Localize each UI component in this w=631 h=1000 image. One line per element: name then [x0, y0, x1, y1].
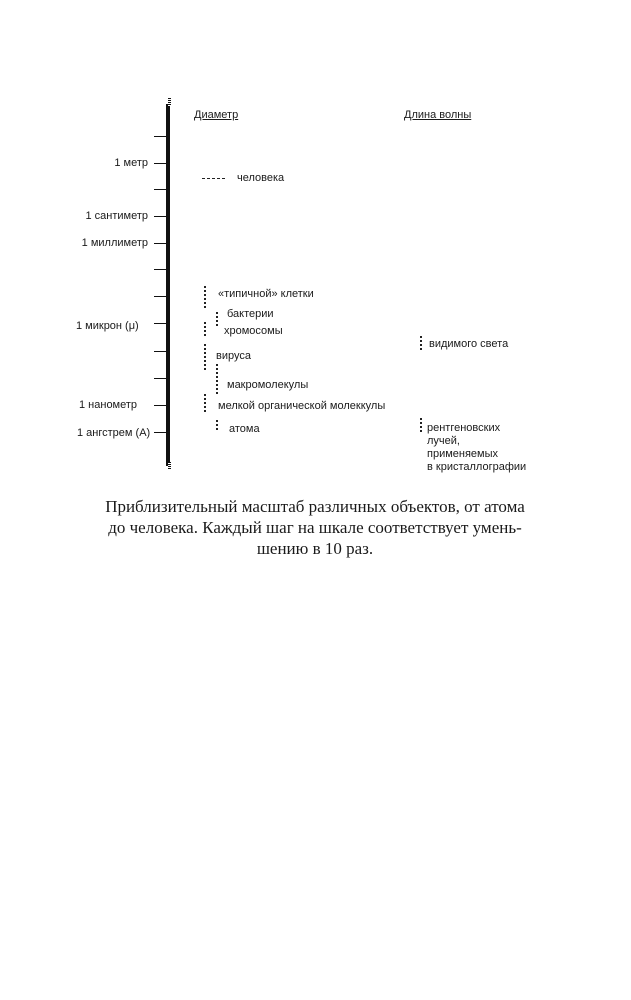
scale-axis-top-hatch — [168, 98, 171, 106]
range-marker-human — [202, 178, 226, 179]
range-marker-visible-light — [420, 336, 422, 352]
scale-tick — [154, 269, 166, 270]
scale-label-nanometer: 1 нанометр — [79, 399, 138, 411]
scale-tick-nanometer — [154, 405, 166, 406]
scale-tick-meter — [154, 163, 166, 164]
diameter-label-atom: атома — [229, 423, 260, 435]
diameter-label-cell: «типичной» клетки — [218, 288, 314, 300]
diameter-header: Диаметр — [194, 109, 239, 121]
range-marker-macromolecules — [216, 364, 218, 396]
scale-tick-millimeter — [154, 243, 166, 244]
range-marker-xray — [420, 418, 422, 432]
diameter-label-human: человека — [237, 172, 285, 184]
range-marker-bacteria — [216, 312, 218, 326]
scale-tick — [154, 189, 166, 190]
diameter-label-chromosomes: хромосомы — [224, 325, 283, 337]
figure-caption — [70, 496, 560, 559]
scale-label-meter: 1 метр — [114, 157, 148, 169]
wavelength-label-xray-line4: в кристаллографии — [427, 461, 527, 473]
scale-label-centimeter: 1 сантиметр — [85, 210, 148, 222]
scale-tick — [154, 136, 166, 137]
range-marker-atom — [216, 420, 218, 432]
scale-axis — [166, 104, 170, 466]
range-marker-organic-molecule — [204, 394, 206, 414]
caption-line-3: шению в 10 раз. — [256, 539, 374, 558]
diameter-label-bacteria: бактерии — [227, 308, 274, 320]
caption-line-1: Приблизительный масштаб различных объектов, от атома — [105, 497, 525, 516]
range-marker-cell — [204, 286, 206, 308]
scale-tick — [154, 351, 166, 352]
scale-tick — [154, 378, 166, 379]
scale-label-micron: 1 микрон (μ) — [76, 320, 139, 332]
scale-tick — [154, 296, 166, 297]
scale-tick-micron — [154, 323, 166, 324]
wavelength-label-xray-line1: рентгеновских — [427, 422, 501, 434]
scale-tick-centimeter — [154, 216, 166, 217]
caption-line-2: до человека. Каждый шаг на шкале соответствует умень- — [108, 518, 522, 537]
scale-label-angstrom: 1 ангстрем (А) — [77, 427, 151, 439]
diameter-label-macromolecules: макромолекулы — [227, 379, 309, 391]
range-marker-chromosomes — [204, 322, 206, 336]
diameter-label-organic-molecule: мелкой органической молеккулы — [218, 400, 386, 412]
wavelength-label-xray-line2: лучей, — [427, 435, 460, 447]
scale-tick-angstrom — [154, 432, 166, 433]
scale-axis-bottom-hatch — [168, 462, 171, 470]
diameter-label-virus: вируса — [216, 350, 251, 362]
wavelength-label-xray-line3: применяемых — [427, 448, 499, 460]
scale-label-millimeter: 1 миллиметр — [81, 237, 148, 249]
range-marker-virus — [204, 344, 206, 372]
wavelength-label-visible-light: видимого света — [429, 338, 509, 350]
wavelength-header: Длина волны — [404, 109, 472, 121]
